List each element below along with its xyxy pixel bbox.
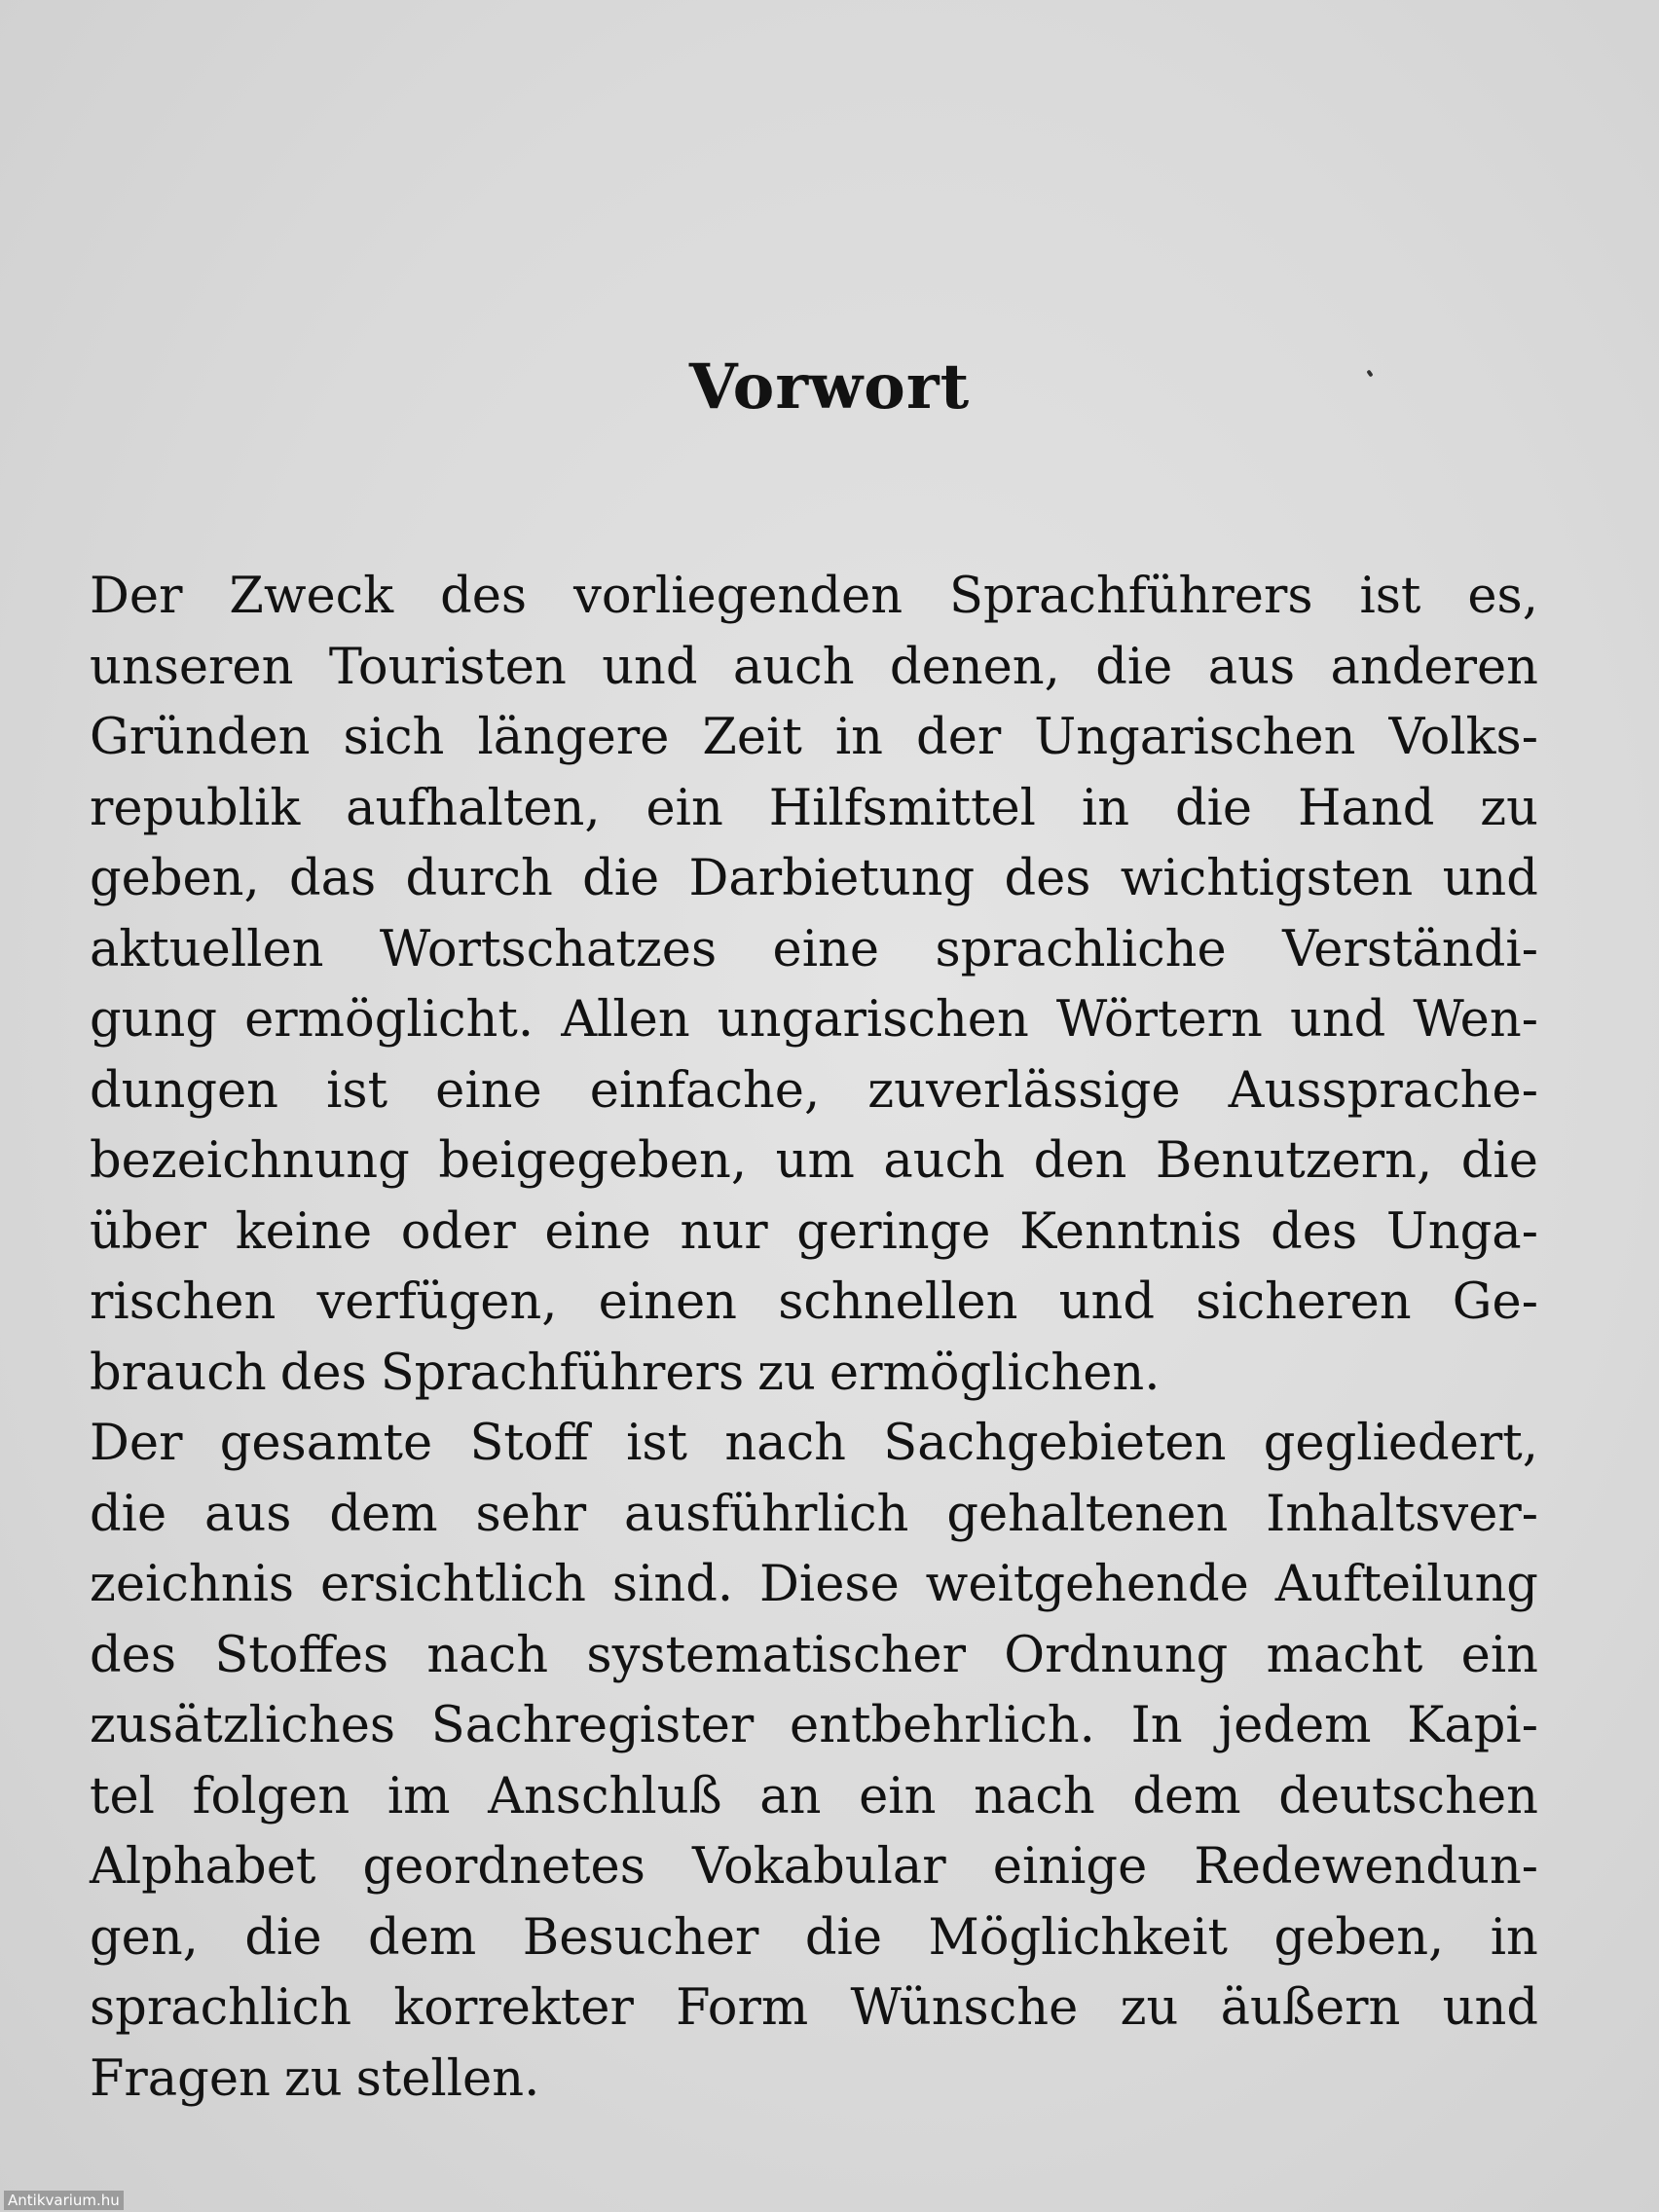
text-line: gen, die dem Besucher die Möglichkeit geben, in bbox=[90, 1908, 1538, 1967]
text-line: Alphabet geordnetes Vokabular einige Redewendun- bbox=[90, 1838, 1538, 1896]
text-line: bezeichnung beigegeben, um auch den Benutzern, die bbox=[90, 1132, 1538, 1190]
text-line: zusätzliches Sachregister entbehrlich. In jedem Kapi- bbox=[90, 1697, 1538, 1754]
text-line: die aus dem sehr ausführlich gehaltenen Inhaltsver- bbox=[90, 1485, 1538, 1543]
bleed-through-reverse-page bbox=[88, 0, 1567, 70]
text-line: aktuellen Wortschatzes eine sprachliche Verständi- bbox=[90, 920, 1538, 978]
page-title: Vorwort bbox=[688, 350, 971, 424]
text-line: gung ermöglicht. Allen ungarischen Wörtern und Wen- bbox=[90, 991, 1538, 1049]
text-line: unseren Touristen und auch denen, die aus anderen bbox=[90, 638, 1538, 696]
text-line: Der Zweck des vorliegenden Sprachführers ist es, bbox=[90, 568, 1538, 625]
text-line: sprachlich korrekter Form Wünsche zu äußern und bbox=[90, 1979, 1538, 2037]
text-line: brauch des Sprachführers zu ermöglichen. bbox=[90, 1344, 1161, 1402]
text-line: des Stoffes nach systematischer Ordnung macht ein bbox=[90, 1626, 1538, 1684]
text-line: republik aufhalten, ein Hilfsmittel in die Hand zu bbox=[90, 779, 1538, 837]
text-line: Gründen sich längere Zeit in der Ungarischen Volks- bbox=[90, 709, 1538, 766]
text-line: tel folgen im Anschluß an ein nach dem deutschen bbox=[90, 1767, 1538, 1825]
text-line: geben, das durch die Darbietung des wichtigsten und bbox=[90, 850, 1538, 907]
text-line: über keine oder eine nur geringe Kenntnis des Unga- bbox=[90, 1202, 1538, 1261]
body-text bbox=[90, 562, 1538, 2115]
text-line: Fragen zu stellen. bbox=[90, 2049, 540, 2108]
text-line: Der gesamte Stoff ist nach Sachgebieten gegliedert, bbox=[90, 1415, 1538, 1472]
watermark: Antikvarium.hu bbox=[4, 2191, 124, 2210]
text-line: zeichnis ersichtlich sind. Diese weitgehende Aufteilung bbox=[90, 1556, 1538, 1613]
text-line: rischen verfügen, einen schnellen und sicheren Ge- bbox=[90, 1273, 1538, 1331]
text-line: dungen ist eine einfache, zuverlässige Aussprache- bbox=[90, 1061, 1538, 1120]
